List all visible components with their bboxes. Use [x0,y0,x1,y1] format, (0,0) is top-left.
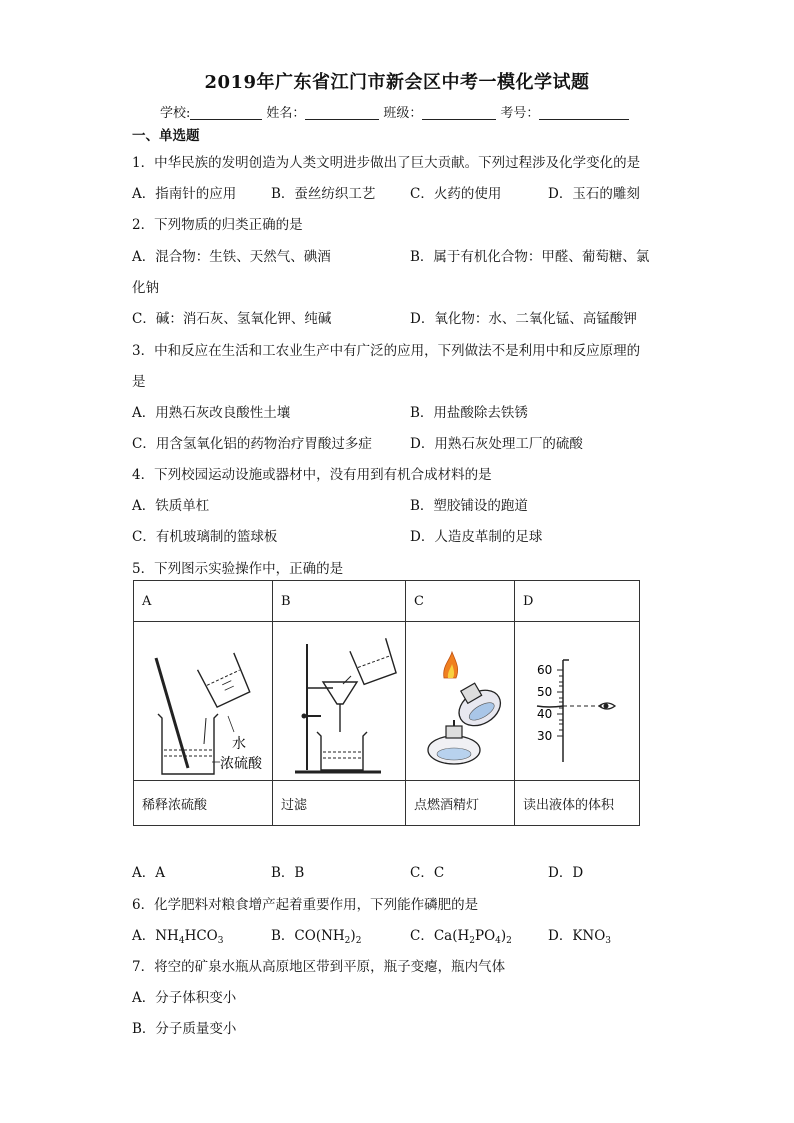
image-cell-c [406,622,515,781]
page-title: 2019年广东省江门市新会区中考一模化学试题 [204,72,590,93]
q2-option-c: C．碱：消石灰、氢氧化钾、纯碱 [132,311,332,327]
dilute-acid-illustration [142,622,272,776]
q4-stem: 4．下列校园运动设施或器材中，没有用到有机合成材料的是 [132,467,492,483]
experiment-caption-row [134,781,640,826]
student-info-line [160,102,633,121]
header-cell-d: D [515,581,640,622]
acid-label: 浓硫酸 [220,756,262,772]
q3-option-a: A．用熟石灰改良酸性土壤 [132,405,291,421]
school-blank [190,105,262,120]
q5-option-d: D．D [548,865,584,881]
experiment-table [133,580,640,826]
q1-option-c: C．火药的使用 [410,186,502,202]
school-label: 学校: [160,106,191,121]
q7-stem: 7．将空的矿泉水瓶从高原地区带到平原，瓶子变瘪，瓶内气体 [132,959,506,975]
q6-stem: 6．化学肥料对粮食增产起着重要作用，下列能作磷肥的是 [132,897,479,913]
tick-label-50: 50 [537,685,553,699]
caption-cell-b: 过滤 [273,781,406,826]
q6-option-b: B．$CO(NH_2)_2$ [271,928,362,946]
q5-stem: 5．下列图示实验操作中，正确的是 [132,561,344,577]
q2-stem: 2．下列物质的归类正确的是 [132,217,303,233]
image-cell-d [515,622,640,781]
q3-stem-continued: 是 [132,374,146,390]
q2-option-b: B．属于有机化合物：甲醛、葡萄糖、氯 [410,249,650,265]
name-label: 姓名： [266,106,306,121]
q1-option-d: D．玉石的雕刻 [548,186,640,202]
class-blank [422,105,496,120]
number-blank [539,105,629,120]
caption-cell-c: 点燃酒精灯 [406,781,515,826]
number-label: 考号： [500,106,540,121]
tick-label-40: 40 [537,707,553,721]
image-cell-b [273,622,406,781]
header-cell-b: B [273,581,406,622]
tick-label-60: 60 [537,663,553,677]
caption-cell-d: 读出液体的体积 [515,781,640,826]
experiment-header-row [134,581,640,622]
caption-cell-a: 稀释浓硫酸 [134,781,273,826]
q2-option-a: A．混合物：生铁、天然气、碘酒 [132,249,331,265]
q2-option-b-continued: 化钠 [132,280,159,296]
q4-option-c: C．有机玻璃制的篮球板 [132,529,278,545]
q4-option-d: D．人造皮革制的足球 [410,529,543,545]
q1-option-a: A．指南针的应用 [132,186,237,202]
q6-option-a: A．$NH_4HCO_3$ [132,928,224,946]
class-label: 班级： [383,106,423,121]
q5-option-c: C．C [410,865,445,881]
section-heading: 一、单选题 [132,128,200,144]
image-cell-a [134,622,273,781]
experiment-image-row [134,622,640,781]
q3-option-c: C．用含氢氧化铝的药物治疗胃酸过多症 [132,436,372,452]
tick-label-30: 30 [537,729,553,743]
alcohol-lamp-illustration [414,622,514,776]
q4-option-a: A．铁质单杠 [132,498,210,514]
water-label: 水 [232,736,246,752]
q3-stem: 3．中和反应在生活和工农业生产中有广泛的应用，下列做法不是利用中和反应原理的 [132,343,641,359]
name-blank [305,105,379,120]
q2-option-d: D．氧化物：水、二氧化锰、高锰酸钾 [410,311,637,327]
q7-option-b: B．分子质量变小 [132,1021,237,1037]
q6-option-d: D．$KNO_3$ [548,928,612,946]
q1-option-b: B．蚕丝纺织工艺 [271,186,376,202]
q5-option-a: A．A [132,865,165,881]
header-cell-c: C [406,581,515,622]
cylinder-reading-illustration [523,622,639,776]
q3-option-b: B．用盐酸除去铁锈 [410,405,528,421]
q1-stem: 1．中华民族的发明创造为人类文明进步做出了巨大贡献。下列过程涉及化学变化的是 [132,155,641,171]
q7-option-a: A．分子体积变小 [132,990,237,1006]
q4-option-b: B．塑胶铺设的跑道 [410,498,528,514]
q3-option-d: D．用熟石灰处理工厂的硫酸 [410,436,583,452]
q5-option-b: B．B [271,865,305,881]
filtration-illustration [281,622,405,776]
q6-option-c: C．$Ca(H_2PO_4)_2$ [410,928,512,946]
header-cell-a: A [134,581,273,622]
